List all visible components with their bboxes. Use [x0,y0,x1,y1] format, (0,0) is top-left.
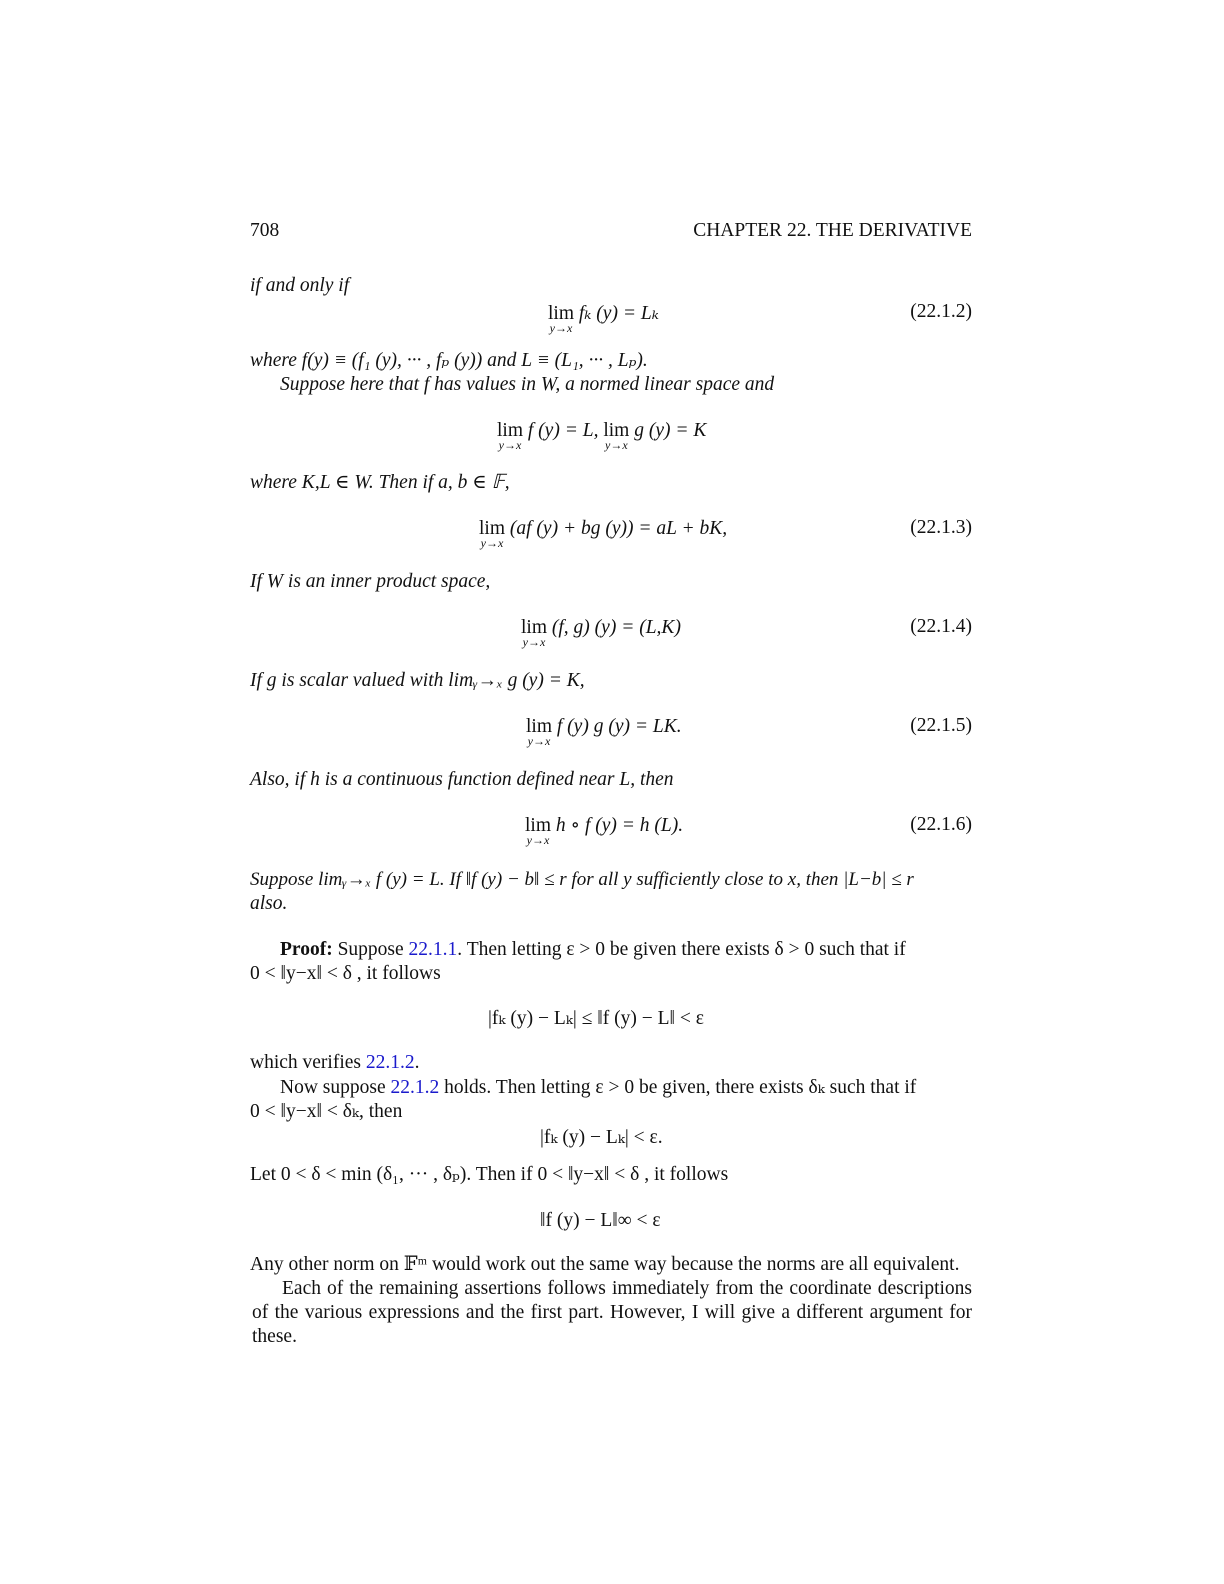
equation-22-1-4: lim y→x (f, g) (y) = (L,K) [521,617,681,649]
equation-number: (22.1.4) [910,616,972,637]
text-line: which verifies 22.1.2. [250,1052,420,1073]
equation-22-1-3: lim y→x (af (y) + bg (y)) = aL + bK, [479,518,728,550]
lim-operator: lim y→x [548,303,575,335]
equation-number: (22.1.3) [910,517,972,538]
text-line: also. [250,893,288,914]
display-equation: ‖f (y) − L‖∞ < ε [540,1210,661,1231]
text-line: 0 < ‖y−x‖ < δ , it follows [250,963,441,984]
page-number: 708 [250,220,280,241]
lim-operator: lim y→x [526,716,553,748]
text-line: Also, if h is a continuous function defined near L, then [250,769,674,790]
equation-number: (22.1.2) [910,301,972,322]
text-line: where f(y) ≡ (f₁ (y), ··· , fₚ (y)) and L ≡ (L₁, ··· , Lₚ). [250,350,648,371]
text-line: Let 0 < δ < min (δ₁, ··· , δₚ). Then if 0 < ‖y−x‖ < δ , it follows [250,1164,729,1185]
lim-operator: lim y→x [521,617,548,649]
text-line: if and only if [250,275,350,296]
display-equation: |fₖ (y) − Lₖ| ≤ ‖f (y) − L‖ < ε [488,1008,704,1029]
running-title: CHAPTER 22. THE DERIVATIVE [693,220,972,241]
lim-operator: lim y→x [497,420,524,452]
text-line: where K,L ∈ W. Then if a, b ∈ 𝔽, [250,472,510,493]
paragraph: Each of the remaining assertions follows immediately from the coordinate descriptions of the various expressions and the first part. However, I will give a different argument for these. [252,1278,972,1347]
equation-22-1-5: lim y→x f (y) g (y) = LK. [526,716,682,748]
text-line: Suppose limᵧ→ₓ f (y) = L. If ‖f (y) − b‖ ≤ r for all y sufficiently close to x, then |L−b| ≤ r [250,869,914,890]
equation-reference-link[interactable]: 22.1.1 [408,939,458,960]
lim-operator: lim y→x [479,518,506,550]
lim-operator: lim y→x [603,420,630,452]
proof-label: Proof: [280,939,333,960]
equation-reference-link[interactable]: 22.1.2 [365,1052,415,1073]
text-line: Suppose here that f has values in W, a normed linear space and [280,374,775,395]
text-line: If g is scalar valued with limᵧ→ₓ g (y) = K, [250,670,585,691]
text-line: 0 < ‖y−x‖ < δₖ, then [250,1101,403,1122]
display-equation: |fₖ (y) − Lₖ| < ε. [540,1127,663,1148]
equation-reference-link[interactable]: 22.1.2 [390,1077,440,1098]
equation-22-1-6: lim y→x h ∘ f (y) = h (L). [525,815,684,847]
equation-22-1-2: lim y→x fₖ (y) = Lₖ [548,303,659,335]
text-line: If W is an inner product space, [250,571,491,592]
equation-lim-pair: lim y→x f (y) = L, lim y→x g (y) = K [497,420,707,452]
proof-line: Proof: Suppose 22.1.1. Then letting ε > 0 be given there exists δ > 0 such that if [280,939,906,960]
text-line: Any other norm on 𝔽ᵐ would work out the same way because the norms are all equivalent. [250,1254,960,1275]
lim-operator: lim y→x [525,815,552,847]
equation-number: (22.1.5) [910,715,972,736]
equation-number: (22.1.6) [910,814,972,835]
text-line: Now suppose 22.1.2 holds. Then letting ε > 0 be given, there exists δₖ such that if [280,1077,917,1098]
